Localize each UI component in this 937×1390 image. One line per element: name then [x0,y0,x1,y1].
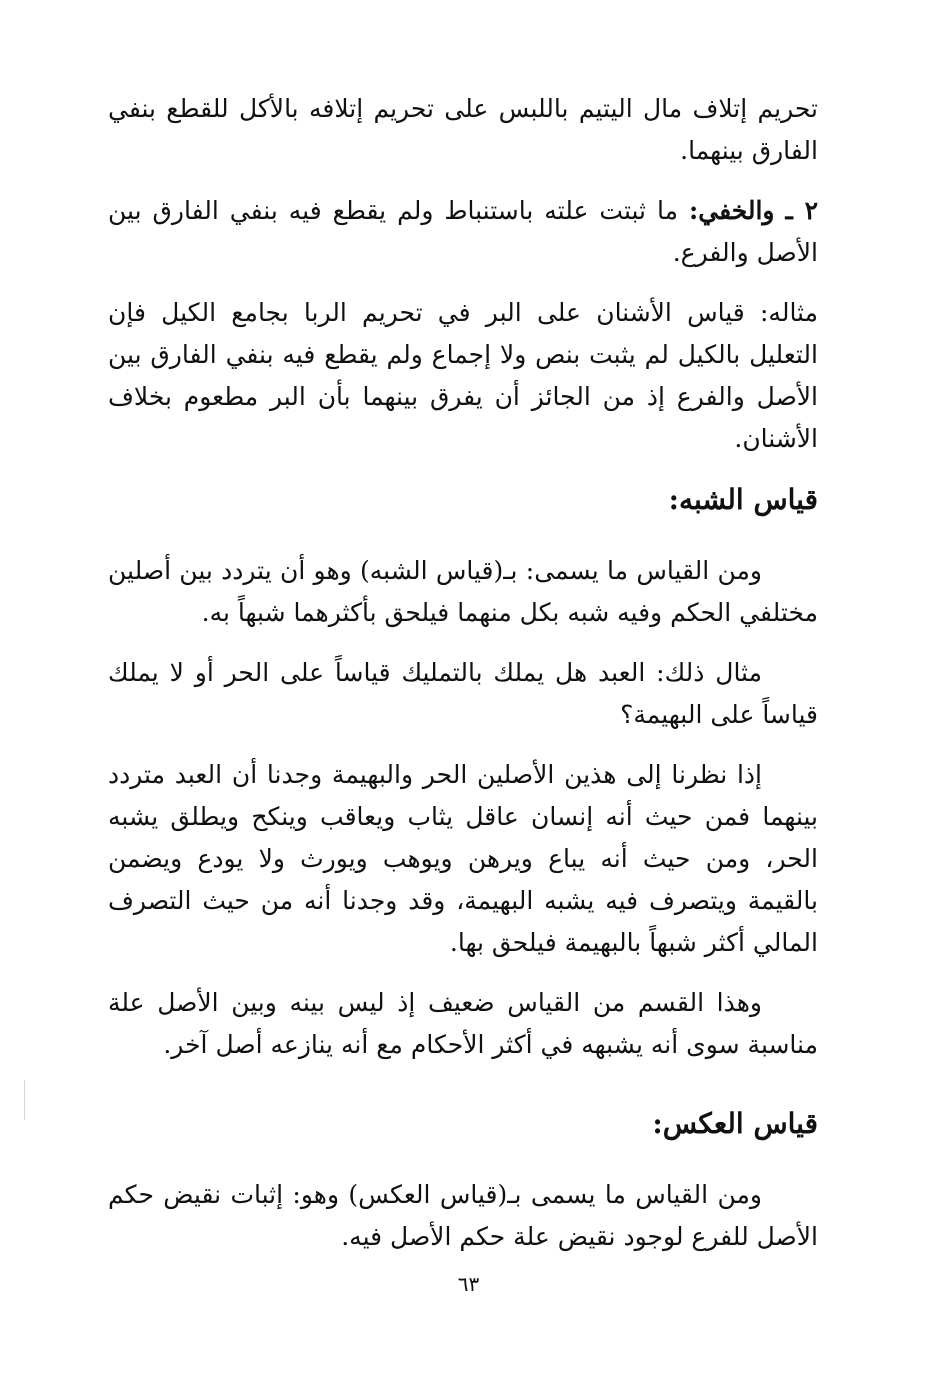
example-body: قياس الأشنان على البر في تحريم الربا بجامع الكيل فإن التعليل بالكيل لم يثبت بنص ولا إجماع ولم يقطع فيه بنفي الفارق بين الأصل والفرع إذ من الجائز أن يفرق بينهما بأن البر مطعوم بخلاف الأشنان. [108,298,818,453]
example-lead: مثاله: [760,298,818,327]
text-column [108,88,818,1276]
definition-khafi: ما ثبتت علته باستنباط ولم يقطع فيه بنفي الفارق بين الأصل والفرع. [108,196,818,267]
paragraph-8: ومن القياس ما يسمى بـ(قياس العكس) وهو: إثبات نقيض حكم الأصل للفرع لوجود نقيض علة حكم الأصل فيه. [108,1180,818,1251]
paragraph-2 [108,190,818,274]
paragraph-4: ومن القياس ما يسمى: بـ(قياس الشبه) وهو أن يتردد بين أصلين مختلفي الحكم وفيه شبه بكل منهما فيلحق بأكثرهما شبهاً به. [108,556,818,627]
paragraph-3 [108,292,818,460]
scan-margin-line [24,1080,25,1120]
paragraph-6: إذا نظرنا إلى هذين الأصلين الحر والبهيمة وجدنا أن العبد متردد بينهما فمن حيث أنه إنسان عاقل يثاب ويعاقب وينكح ويطلق يشبه الحر، ومن حيث أنه يباع ويرهن ويوهب ويورث ولا يودع ويضمن بالقيمة ويتصرف فيه يشبه البهيمة، وقد وجدنا أنه من حيث التصرف المالي أكثر شبهاً بالبهيمة فيلحق بها. [108,760,818,957]
item-number: ٢ ـ [785,196,819,225]
paragraph-1: تحريم إتلاف مال اليتيم باللبس على تحريم إتلافه بالأكل للقطع بنفي الفارق بينهما. [108,94,818,165]
paragraph-7: وهذا القسم من القياس ضعيف إذ ليس بينه وبين الأصل علة مناسبة سوى أنه يشبهه في أكثر الأحكام مع أنه ينازعه أصل آخر. [108,988,818,1059]
heading-qiyas-shabah: قياس الشبه: [668,483,818,516]
term-khafi: والخفي: [689,196,775,225]
heading-qiyas-aks: قياس العكس: [652,1107,818,1140]
page-number: ٦٣ [457,1272,480,1296]
paragraph-5: مثال ذلك: العبد هل يملك بالتمليك قياساً على الحر أو لا يملك قياساً على البهيمة؟ [108,658,818,729]
